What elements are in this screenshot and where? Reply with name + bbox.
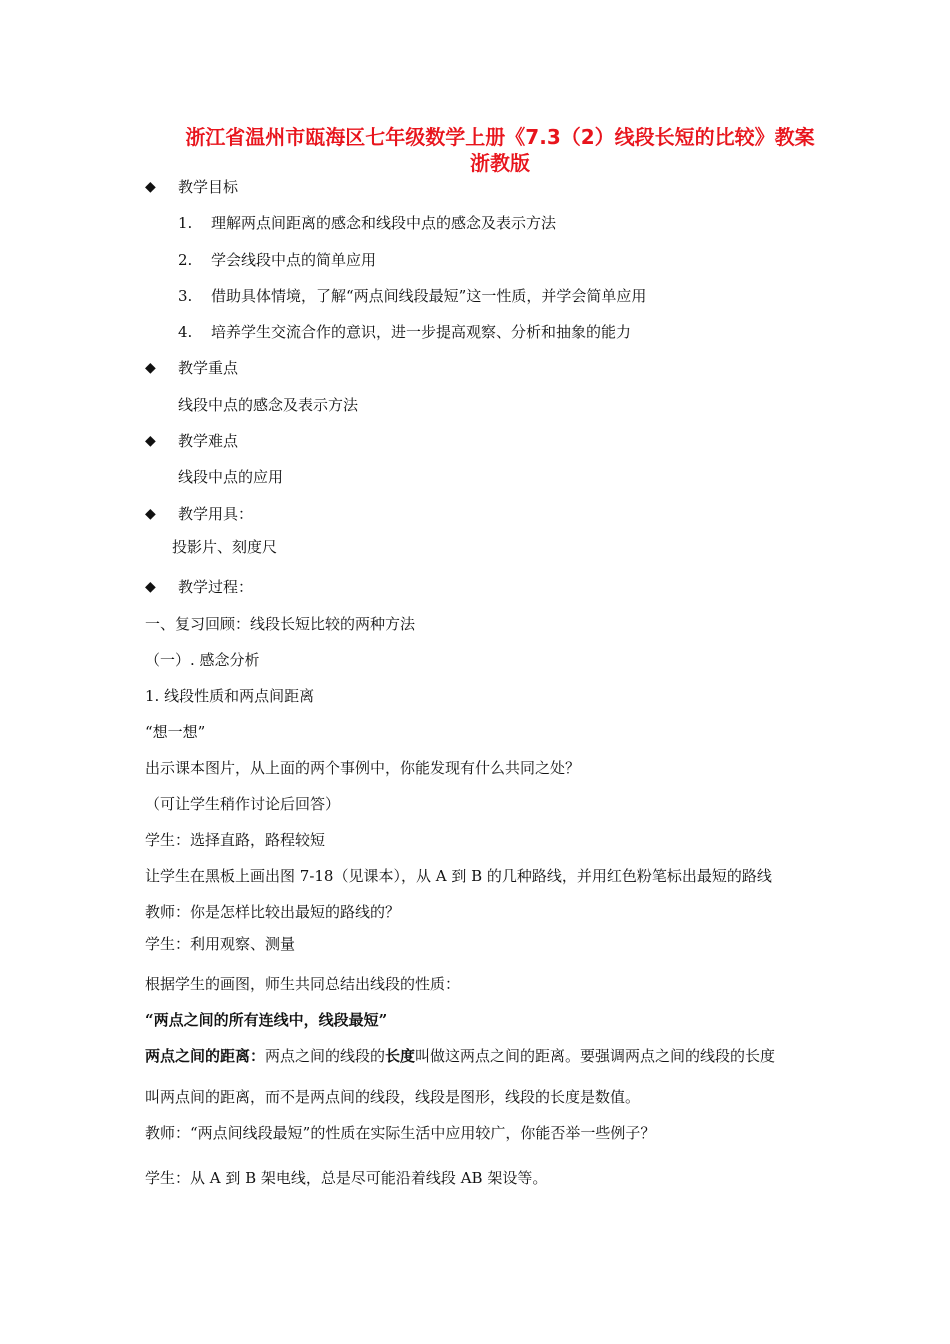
concept-line: （一）. 感念分析 <box>145 651 260 669</box>
blackboard-instruction: 让学生在黑板上画出图 7-18（见课本），从 A 到 B 的几种路线，并用红色粉笔标出最短的路线 <box>145 867 772 885</box>
student-answer: 学生：利用观察、测量 <box>145 935 296 953</box>
objective-number: 4. <box>178 323 193 341</box>
student-answer: 学生：选择直路，路程较短 <box>145 831 326 849</box>
key-heading: 教学重点 <box>178 359 239 377</box>
distance-bold: 长度 <box>385 1047 416 1065</box>
distance-text-b: 叫做这两点之间的距离。要强调两点之间的线段的长度 <box>415 1047 776 1065</box>
difficulty-text: 线段中点的应用 <box>178 468 284 486</box>
process-heading: 教学过程： <box>178 578 254 596</box>
teacher-question: 教师：你是怎样比较出最短的路线的？ <box>145 903 401 921</box>
item-1-line: 1. 线段性质和两点间距离 <box>145 687 315 705</box>
property-line: “两点之间的所有连线中，线段最短” <box>145 1011 388 1029</box>
key-text: 线段中点的感念及表示方法 <box>178 396 359 414</box>
think-line: “想一想” <box>145 723 206 741</box>
objective-text: 借助具体情境，了解“两点间线段最短”这一性质，并学会简单应用 <box>211 287 647 305</box>
question-line: 出示课本图片，从上面的两个事例中，你能发现有什么共同之处？ <box>145 759 581 777</box>
objective-text: 培养学生交流合作的意识，进一步提高观察、分析和抽象的能力 <box>211 323 632 341</box>
objective-number: 2. <box>178 251 193 269</box>
distance-text-a: 两点之间的线段的 <box>265 1047 386 1065</box>
distance-definition <box>145 1046 775 1066</box>
objective-text: 学会线段中点的简单应用 <box>211 251 377 269</box>
bullet-icon: ◆ <box>145 506 156 522</box>
bullet-icon: ◆ <box>145 179 156 195</box>
objectives-heading: 教学目标 <box>178 178 239 196</box>
objective-number: 1. <box>178 214 193 232</box>
teacher-question: 教师：“两点间线段最短”的性质在实际生活中应用较广，你能否举一些例子？ <box>145 1124 656 1142</box>
summary-line: 根据学生的画图，师生共同总结出线段的性质： <box>145 975 461 993</box>
difficulty-heading: 教学难点 <box>178 432 239 450</box>
bullet-icon: ◆ <box>145 433 156 449</box>
tools-text: 投影片、刻度尺 <box>172 538 278 556</box>
distance-label: 两点之间的距离： <box>145 1047 266 1065</box>
student-answer: 学生：从 A 到 B 架电线，总是尽可能沿着线段 AB 架设等。 <box>145 1169 548 1187</box>
tools-heading: 教学用具： <box>178 505 254 523</box>
question-note: （可让学生稍作讨论后回答） <box>145 795 341 813</box>
bullet-icon: ◆ <box>145 360 156 376</box>
objective-text: 理解两点间距离的感念和线段中点的感念及表示方法 <box>211 214 557 232</box>
distance-continuation: 叫两点间的距离，而不是两点间的线段，线段是图形，线段的长度是数值。 <box>145 1088 641 1106</box>
title-line-2: 浙教版 <box>470 151 530 175</box>
objective-number: 3. <box>178 287 193 305</box>
title-line-1: 浙江省温州市瓯海区七年级数学上册《7.3（2）线段长短的比较》教案 <box>185 125 815 149</box>
review-line: 一、复习回顾：线段长短比较的两种方法 <box>145 615 416 633</box>
bullet-icon: ◆ <box>145 579 156 595</box>
